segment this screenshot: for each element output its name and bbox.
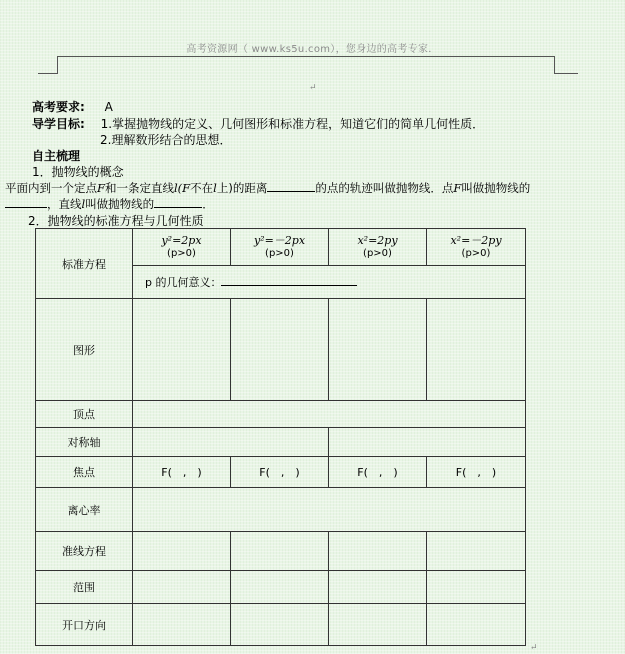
condition-3: (p>0) <box>363 248 392 259</box>
row-label-standard-equation: 标准方程 <box>36 229 133 299</box>
text-fragment: F <box>453 181 462 195</box>
equation-2: y²=－2px <box>253 234 306 247</box>
level-label: 高考要求: <box>32 100 85 114</box>
focus-cell-3[interactable]: F( , ) <box>329 457 427 488</box>
focus-cell-1[interactable]: F( , ) <box>133 457 231 488</box>
equation-4: x²=－2py <box>450 234 502 247</box>
equation-1: y²=2px <box>161 234 202 247</box>
text-fragment: F <box>97 181 105 195</box>
figure-cell-3[interactable] <box>329 299 427 401</box>
text-fragment: ． <box>202 197 214 211</box>
parabola-properties-table <box>35 228 526 646</box>
table-row <box>36 229 526 266</box>
equation-cell-4 <box>427 229 526 266</box>
directrix-cell-2[interactable] <box>231 532 329 571</box>
row-label-vertex: 顶点 <box>36 401 133 428</box>
answer-blank-directrix[interactable] <box>154 197 202 208</box>
level-line <box>32 98 113 115</box>
directrix-cell-3[interactable] <box>329 532 427 571</box>
focus-cell-4[interactable]: F( , ) <box>427 457 526 488</box>
goal-line-1 <box>32 115 484 132</box>
goal-1: 1.掌握抛物线的定义、几何图形和标准方程，知道它们的简单几何性质． <box>100 117 485 131</box>
opening-cell-4[interactable] <box>427 604 526 646</box>
directrix-cell-1[interactable] <box>133 532 231 571</box>
answer-blank-focus[interactable] <box>5 197 47 208</box>
item1-line2 <box>5 196 214 212</box>
equation-cell-2 <box>231 229 329 266</box>
figure-cell-4[interactable] <box>427 299 526 401</box>
range-cell-3[interactable] <box>329 571 427 604</box>
text-fragment: ，直线 <box>47 197 82 211</box>
text-fragment: l <box>213 181 217 195</box>
axis-cell-1[interactable] <box>133 428 329 457</box>
row-label-range: 范围 <box>36 571 133 604</box>
text-fragment: 叫做抛物线的 <box>85 197 155 211</box>
row-label-eccentricity: 离心率 <box>36 488 133 532</box>
text-fragment: 叫做抛物线的 <box>461 181 531 195</box>
text-fragment: 不在 <box>190 181 214 195</box>
item1-title: 1．抛物线的概念 <box>32 165 124 179</box>
text-fragment: 上)的距离 <box>216 181 268 195</box>
eccentricity-cell[interactable] <box>133 488 526 532</box>
directrix-cell-4[interactable] <box>427 532 526 571</box>
row-label-directrix: 准线方程 <box>36 532 133 571</box>
self-study-title: 自主梳理 <box>32 149 81 163</box>
equation-3: x²=2py <box>357 234 398 247</box>
range-cell-2[interactable] <box>231 571 329 604</box>
row-label-opening: 开口方向 <box>36 604 133 646</box>
condition-1: (p>0) <box>167 248 196 259</box>
axis-cell-2[interactable] <box>329 428 526 457</box>
text-fragment: 和一条定直线 <box>104 181 174 195</box>
table-row <box>36 571 526 604</box>
item2-title: 2．抛物线的标准方程与几何性质 <box>28 214 204 228</box>
row-label-axis: 对称轴 <box>36 428 133 457</box>
return-mark-table: ↵ <box>530 642 538 652</box>
text-fragment: l <box>81 197 86 211</box>
range-cell-1[interactable] <box>133 571 231 604</box>
header-right-foot <box>554 73 578 74</box>
condition-4: (p>0) <box>461 248 491 259</box>
item1-line1 <box>5 180 530 196</box>
table-row <box>36 457 526 488</box>
table-row <box>36 299 526 401</box>
return-mark-header: ↵ <box>309 82 317 92</box>
goal-line-2 <box>100 131 231 148</box>
opening-cell-2[interactable] <box>231 604 329 646</box>
p-meaning-cell[interactable] <box>133 266 526 299</box>
range-cell-4[interactable] <box>427 571 526 604</box>
equation-cell-3 <box>329 229 427 266</box>
p-meaning-label: p 的几何意义： <box>145 276 222 289</box>
goal-2: 2.理解数形结合的思想． <box>100 133 232 147</box>
table-row <box>36 604 526 646</box>
equation-cell-1 <box>133 229 231 266</box>
table-row <box>36 532 526 571</box>
figure-cell-2[interactable] <box>231 299 329 401</box>
text-fragment: l(F <box>173 181 191 195</box>
text-fragment: 的点的轨迹叫做抛物线．点 <box>315 181 454 195</box>
condition-2: (p>0) <box>265 248 294 259</box>
table-row <box>36 428 526 457</box>
header-right-tick <box>554 56 555 73</box>
opening-cell-3[interactable] <box>329 604 427 646</box>
header-left-foot <box>38 73 58 74</box>
level-value: A <box>104 100 113 114</box>
table-row <box>36 401 526 428</box>
table-row <box>36 488 526 532</box>
vertex-cell[interactable] <box>133 401 526 428</box>
goal-label: 导学目标: <box>32 117 85 131</box>
focus-cell-2[interactable]: F( , ) <box>231 457 329 488</box>
p-meaning-blank[interactable] <box>221 275 357 286</box>
row-label-focus: 焦点 <box>36 457 133 488</box>
header-left-tick <box>57 56 58 73</box>
header-banner: 高考资源网（ www.ks5u.com），您身边的高考专家． <box>186 44 439 55</box>
header-line <box>57 56 554 57</box>
row-label-figure: 图形 <box>36 299 133 401</box>
opening-cell-1[interactable] <box>133 604 231 646</box>
figure-cell-1[interactable] <box>133 299 231 401</box>
text-fragment: 平面内到一个定点 <box>5 181 97 195</box>
answer-blank-distance[interactable] <box>267 181 315 192</box>
